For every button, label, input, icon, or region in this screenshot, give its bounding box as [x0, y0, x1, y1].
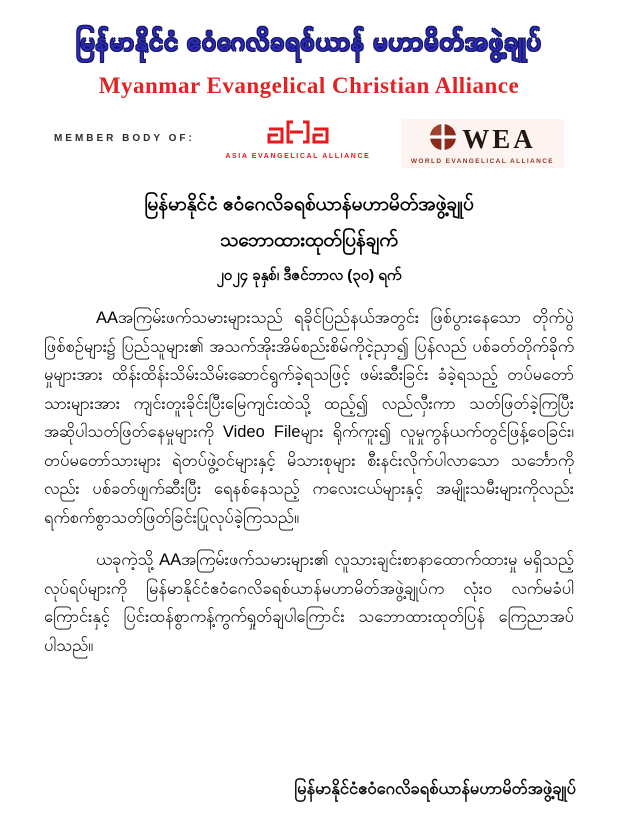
statement-date: ၂၀၂၄ ခုနှစ်၊ ဒီဇင်ဘာလ (၃၀) ရက်	[216, 267, 402, 284]
aea-logo	[225, 119, 371, 160]
aea-monogram-icon	[266, 119, 330, 150]
statement-body	[44, 304, 574, 660]
wea-logo-top	[429, 123, 536, 156]
paragraph-2: ယခုကဲ့သို့ AAအကြမ်းဖက်သမားများ၏ လူသားချင်းစာနာထောက်ထားမှု မရှိသည့် လုပ်ရပ်များကို မြန်မာနိုင်ငံဧဝံဂေလိခရစ်ယာန်မဟာမိတ်အဖွဲ့ချုပ်က လုံးဝ လက်မခံပါကြောင်းနှင့် ပြင်းထန်စွာကန့်ကွက်ရှုတ်ချပါကြောင်း သဘောထားထုတ်ပြန် ကြေညာအပ်ပါသည်။	[44, 551, 574, 655]
org-name-myanmar: မြန်မာနိုင်ငံ ဧဝံဂေလိခရစ်ယာန် မဟာမိတ်အဖွဲ့ချုပ်	[76, 28, 542, 56]
wea-caption: WORLD EVANGELICAL ALLIANCE	[410, 158, 555, 165]
signature-org-name: မြန်မာနိုင်ငံဧဝံဂေလိခရစ်ယာန်မဟာမိတ်အဖွဲ့ချုပ်	[294, 780, 576, 798]
member-body-label: MEMBER BODY OF:	[53, 133, 195, 144]
member-body-row	[0, 119, 618, 171]
cross-circle-icon	[429, 123, 457, 156]
document-header	[0, 0, 618, 171]
org-name-english: Myanmar Evangelical Christian Alliance	[98, 73, 520, 98]
statement-title-line2: သဘောထားထုတ်ပြန်ချက်	[219, 230, 399, 251]
statement-title-block	[0, 195, 618, 288]
paragraph-1: AAအကြမ်းဖက်သမားများသည် ရခိုင်ပြည်နယ်အတွင်း ဖြစ်ပွားနေသော တိုက်ပွဲဖြစ်စဉ်များ၌ ပြည်သူများ၏ အသက်အိုးအိမ်စည်းစိမ်ကိုငဲ့ညှာ၍ ပြန်လည် ပစ်ခတ်တိုက်ခိုက်မှုများအား ထိန်းထိန်းသိမ်းသိမ်းဆောင်ရွက်ခဲ့ရသဖြင့် ဖမ်းဆီးခြင်း ခံခဲ့ရသည့် တပ်မတော်သားများအား ကျင်းတူးခိုင်းပြီးမြေကျင်းထဲသို့ ထည့်၍ လည်လှီးကာ သတ်ဖြတ်ခဲ့ကြပြီး အဆိုပါသတ်ဖြတ်နေမှုများကို Video Fileများ ရိုက်ကူး၍ လူမှုကွန်ယက်တွင်ဖြန့်ဝေခြင်း၊ တပ်မတော်သားများ ရဲတပ်ဖွဲ့ဝင်များနှင့် မိသားစုများ စီးနင်းလိုက်ပါလာသော သင်္ဘောကိုလည်း ပစ်ခတ်ဖျက်ဆီးပြီး ရေနစ်နေသည့် ကလေးငယ်များနှင့် အမျိုးသမီးများကိုလည်း ရက်စက်စွာသတ်ဖြတ်ခြင်းပြုလုပ်ခဲ့ကြသည်။	[44, 309, 574, 527]
wea-logo	[401, 119, 564, 168]
statement-title-line1: မြန်မာနိုင်ငံ ဧဝံဂေလိခရစ်ယာန်မဟာမိတ်အဖွဲ့ချုပ်	[144, 194, 474, 215]
wea-abbr: WEA	[462, 124, 536, 154]
aea-caption: ASIA EVANGELICAL ALLIANCE	[225, 153, 371, 160]
